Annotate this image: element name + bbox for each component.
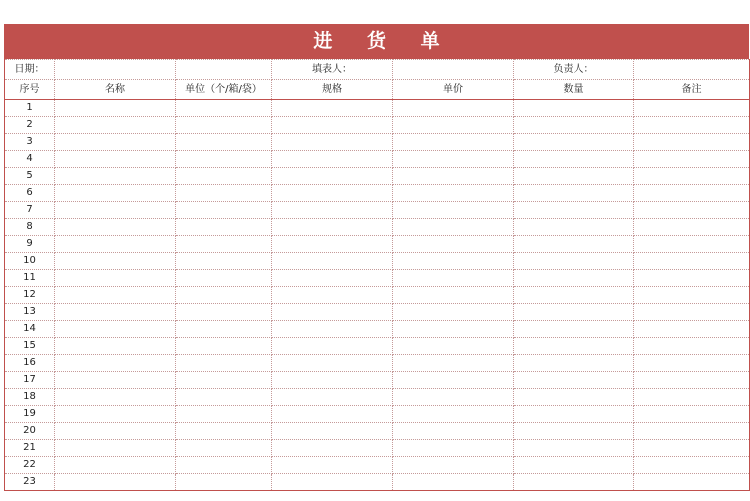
- spec-cell[interactable]: [272, 151, 393, 168]
- unit-price-cell[interactable]: [393, 151, 514, 168]
- name-cell[interactable]: [55, 287, 176, 304]
- name-cell[interactable]: [55, 372, 176, 389]
- spec-cell[interactable]: [272, 372, 393, 389]
- quantity-cell[interactable]: [514, 185, 634, 202]
- quantity-cell[interactable]: [514, 151, 634, 168]
- column-header-quantity: 数量: [514, 80, 634, 100]
- table-row: [5, 474, 750, 491]
- unit-price-cell[interactable]: [393, 236, 514, 253]
- spec-cell[interactable]: [272, 253, 393, 270]
- table-row: [5, 440, 750, 457]
- unit-cell[interactable]: [176, 355, 272, 372]
- unit-cell[interactable]: [176, 304, 272, 321]
- table-row: [5, 151, 750, 168]
- name-cell[interactable]: [55, 185, 176, 202]
- unit-price-cell[interactable]: [393, 457, 514, 474]
- spec-cell[interactable]: [272, 168, 393, 185]
- date-value-cell[interactable]: [55, 60, 176, 80]
- unit-price-cell[interactable]: [393, 355, 514, 372]
- remarks-cell[interactable]: [634, 338, 750, 355]
- name-cell[interactable]: [55, 389, 176, 406]
- name-cell[interactable]: [55, 423, 176, 440]
- row-index: 17: [5, 372, 55, 389]
- table-row: [5, 389, 750, 406]
- spec-cell[interactable]: [272, 457, 393, 474]
- table-row: [5, 168, 750, 185]
- spec-cell[interactable]: [272, 134, 393, 151]
- row-index: 23: [5, 474, 55, 491]
- remarks-cell[interactable]: [634, 440, 750, 457]
- quantity-cell[interactable]: [514, 253, 634, 270]
- spec-cell[interactable]: [272, 474, 393, 491]
- unit-cell[interactable]: [176, 474, 272, 491]
- table-row: [5, 185, 750, 202]
- row-index: 5: [5, 168, 55, 185]
- unit-price-cell[interactable]: [393, 134, 514, 151]
- unit-price-cell[interactable]: [393, 304, 514, 321]
- quantity-cell[interactable]: [514, 236, 634, 253]
- unit-cell[interactable]: [176, 372, 272, 389]
- unit-price-cell[interactable]: [393, 117, 514, 134]
- quantity-cell[interactable]: [514, 117, 634, 134]
- unit-price-cell[interactable]: [393, 372, 514, 389]
- remarks-cell[interactable]: [634, 185, 750, 202]
- row-index: 1: [5, 100, 55, 117]
- row-index: 13: [5, 304, 55, 321]
- unit-cell[interactable]: [176, 185, 272, 202]
- filler-value-cell[interactable]: [393, 60, 514, 80]
- table-row: [5, 423, 750, 440]
- name-cell[interactable]: [55, 236, 176, 253]
- name-cell[interactable]: [55, 168, 176, 185]
- unit-price-cell[interactable]: [393, 440, 514, 457]
- purchase-order-sheet: [4, 24, 749, 491]
- table-row: [5, 338, 750, 355]
- unit-price-cell[interactable]: [393, 185, 514, 202]
- remarks-cell[interactable]: [634, 457, 750, 474]
- spec-cell[interactable]: [272, 304, 393, 321]
- name-cell[interactable]: [55, 151, 176, 168]
- quantity-cell[interactable]: [514, 168, 634, 185]
- table-row: [5, 253, 750, 270]
- unit-price-cell[interactable]: [393, 338, 514, 355]
- table-row: [5, 287, 750, 304]
- spec-cell[interactable]: [272, 185, 393, 202]
- remarks-cell[interactable]: [634, 406, 750, 423]
- row-index: 10: [5, 253, 55, 270]
- quantity-cell[interactable]: [514, 440, 634, 457]
- remarks-cell[interactable]: [634, 474, 750, 491]
- table-row: [5, 100, 750, 117]
- unit-price-cell[interactable]: [393, 253, 514, 270]
- row-index: 14: [5, 321, 55, 338]
- manager-label: 负责人：: [514, 60, 634, 80]
- remarks-cell[interactable]: [634, 270, 750, 287]
- spec-cell[interactable]: [272, 100, 393, 117]
- remarks-cell[interactable]: [634, 117, 750, 134]
- quantity-cell[interactable]: [514, 474, 634, 491]
- remarks-cell[interactable]: [634, 372, 750, 389]
- column-header-unit-price: 单价: [393, 80, 514, 100]
- unit-price-cell[interactable]: [393, 287, 514, 304]
- name-cell[interactable]: [55, 457, 176, 474]
- remarks-cell[interactable]: [634, 321, 750, 338]
- row-index: 7: [5, 202, 55, 219]
- table-row: [5, 117, 750, 134]
- name-cell[interactable]: [55, 100, 176, 117]
- row-index: 8: [5, 219, 55, 236]
- table-row: [5, 457, 750, 474]
- name-cell[interactable]: [55, 474, 176, 491]
- info-row: [5, 60, 750, 80]
- quantity-cell[interactable]: [514, 270, 634, 287]
- name-cell[interactable]: [55, 440, 176, 457]
- quantity-cell[interactable]: [514, 219, 634, 236]
- table-row: [5, 236, 750, 253]
- unit-price-cell[interactable]: [393, 406, 514, 423]
- quantity-cell[interactable]: [514, 423, 634, 440]
- spec-cell[interactable]: [272, 440, 393, 457]
- table-row: [5, 202, 750, 219]
- row-index: 18: [5, 389, 55, 406]
- row-index: 21: [5, 440, 55, 457]
- row-index: 2: [5, 117, 55, 134]
- remarks-cell[interactable]: [634, 423, 750, 440]
- remarks-cell[interactable]: [634, 304, 750, 321]
- date-label: 日期：: [5, 60, 55, 80]
- spec-cell[interactable]: [272, 219, 393, 236]
- remarks-cell[interactable]: [634, 168, 750, 185]
- spec-cell[interactable]: [272, 321, 393, 338]
- table-row: [5, 355, 750, 372]
- unit-cell[interactable]: [176, 202, 272, 219]
- unit-cell[interactable]: [176, 151, 272, 168]
- spec-cell[interactable]: [272, 389, 393, 406]
- quantity-cell[interactable]: [514, 287, 634, 304]
- remarks-cell[interactable]: [634, 236, 750, 253]
- table-row: [5, 406, 750, 423]
- spec-cell[interactable]: [272, 338, 393, 355]
- remarks-cell[interactable]: [634, 355, 750, 372]
- quantity-cell[interactable]: [514, 406, 634, 423]
- quantity-cell[interactable]: [514, 372, 634, 389]
- table-row: [5, 134, 750, 151]
- unit-price-cell[interactable]: [393, 270, 514, 287]
- remarks-cell[interactable]: [634, 134, 750, 151]
- spec-cell[interactable]: [272, 270, 393, 287]
- unit-price-cell[interactable]: [393, 389, 514, 406]
- unit-cell[interactable]: [176, 100, 272, 117]
- header-row: [5, 80, 750, 100]
- unit-price-cell[interactable]: [393, 202, 514, 219]
- filler-label: 填表人：: [272, 60, 393, 80]
- row-index: 12: [5, 287, 55, 304]
- remarks-cell[interactable]: [634, 389, 750, 406]
- column-header-unit: 单位（个/箱/袋）: [176, 80, 272, 100]
- table-row: [5, 219, 750, 236]
- name-cell[interactable]: [55, 202, 176, 219]
- unit-cell[interactable]: [176, 168, 272, 185]
- unit-price-cell[interactable]: [393, 219, 514, 236]
- unit-cell[interactable]: [176, 406, 272, 423]
- unit-cell[interactable]: [176, 440, 272, 457]
- remarks-cell[interactable]: [634, 253, 750, 270]
- name-cell[interactable]: [55, 270, 176, 287]
- quantity-cell[interactable]: [514, 304, 634, 321]
- unit-cell[interactable]: [176, 270, 272, 287]
- quantity-cell[interactable]: [514, 134, 634, 151]
- row-index: 9: [5, 236, 55, 253]
- unit-cell[interactable]: [176, 253, 272, 270]
- row-index: 20: [5, 423, 55, 440]
- spec-cell[interactable]: [272, 202, 393, 219]
- quantity-cell[interactable]: [514, 202, 634, 219]
- row-index: 19: [5, 406, 55, 423]
- remarks-cell[interactable]: [634, 151, 750, 168]
- name-cell[interactable]: [55, 117, 176, 134]
- row-index: 22: [5, 457, 55, 474]
- unit-cell[interactable]: [176, 236, 272, 253]
- column-header-spec: 规格: [272, 80, 393, 100]
- unit-cell[interactable]: [176, 338, 272, 355]
- quantity-cell[interactable]: [514, 321, 634, 338]
- name-cell[interactable]: [55, 219, 176, 236]
- quantity-cell[interactable]: [514, 100, 634, 117]
- spec-cell[interactable]: [272, 423, 393, 440]
- unit-cell[interactable]: [176, 219, 272, 236]
- unit-price-cell[interactable]: [393, 100, 514, 117]
- column-header-remarks: 备注: [634, 80, 750, 100]
- unit-cell[interactable]: [176, 321, 272, 338]
- unit-cell[interactable]: [176, 457, 272, 474]
- name-cell[interactable]: [55, 338, 176, 355]
- spec-cell[interactable]: [272, 406, 393, 423]
- spec-cell[interactable]: [272, 355, 393, 372]
- name-cell[interactable]: [55, 134, 176, 151]
- name-cell[interactable]: [55, 253, 176, 270]
- unit-cell[interactable]: [176, 287, 272, 304]
- quantity-cell[interactable]: [514, 338, 634, 355]
- spec-cell[interactable]: [272, 287, 393, 304]
- row-index: 6: [5, 185, 55, 202]
- spec-cell[interactable]: [272, 117, 393, 134]
- unit-cell[interactable]: [176, 117, 272, 134]
- spec-cell[interactable]: [272, 236, 393, 253]
- unit-price-cell[interactable]: [393, 321, 514, 338]
- table-row: [5, 304, 750, 321]
- remarks-cell[interactable]: [634, 219, 750, 236]
- row-index: 3: [5, 134, 55, 151]
- remarks-cell[interactable]: [634, 100, 750, 117]
- table-row: [5, 270, 750, 287]
- name-cell[interactable]: [55, 355, 176, 372]
- row-index: 15: [5, 338, 55, 355]
- sheet-title: 进 货 单: [4, 24, 749, 59]
- quantity-cell[interactable]: [514, 457, 634, 474]
- unit-cell[interactable]: [176, 423, 272, 440]
- table-row: [5, 321, 750, 338]
- quantity-cell[interactable]: [514, 389, 634, 406]
- row-index: 16: [5, 355, 55, 372]
- info-spacer-cell[interactable]: [176, 60, 272, 80]
- unit-price-cell[interactable]: [393, 168, 514, 185]
- unit-cell[interactable]: [176, 389, 272, 406]
- table-row: [5, 372, 750, 389]
- remarks-cell[interactable]: [634, 202, 750, 219]
- unit-cell[interactable]: [176, 134, 272, 151]
- quantity-cell[interactable]: [514, 355, 634, 372]
- name-cell[interactable]: [55, 321, 176, 338]
- manager-value-cell[interactable]: [634, 60, 750, 80]
- column-header-index: 序号: [5, 80, 55, 100]
- name-cell[interactable]: [55, 304, 176, 321]
- unit-price-cell[interactable]: [393, 474, 514, 491]
- unit-price-cell[interactable]: [393, 423, 514, 440]
- purchase-order-table: [4, 59, 750, 491]
- remarks-cell[interactable]: [634, 287, 750, 304]
- row-index: 11: [5, 270, 55, 287]
- row-index: 4: [5, 151, 55, 168]
- column-header-name: 名称: [55, 80, 176, 100]
- name-cell[interactable]: [55, 406, 176, 423]
